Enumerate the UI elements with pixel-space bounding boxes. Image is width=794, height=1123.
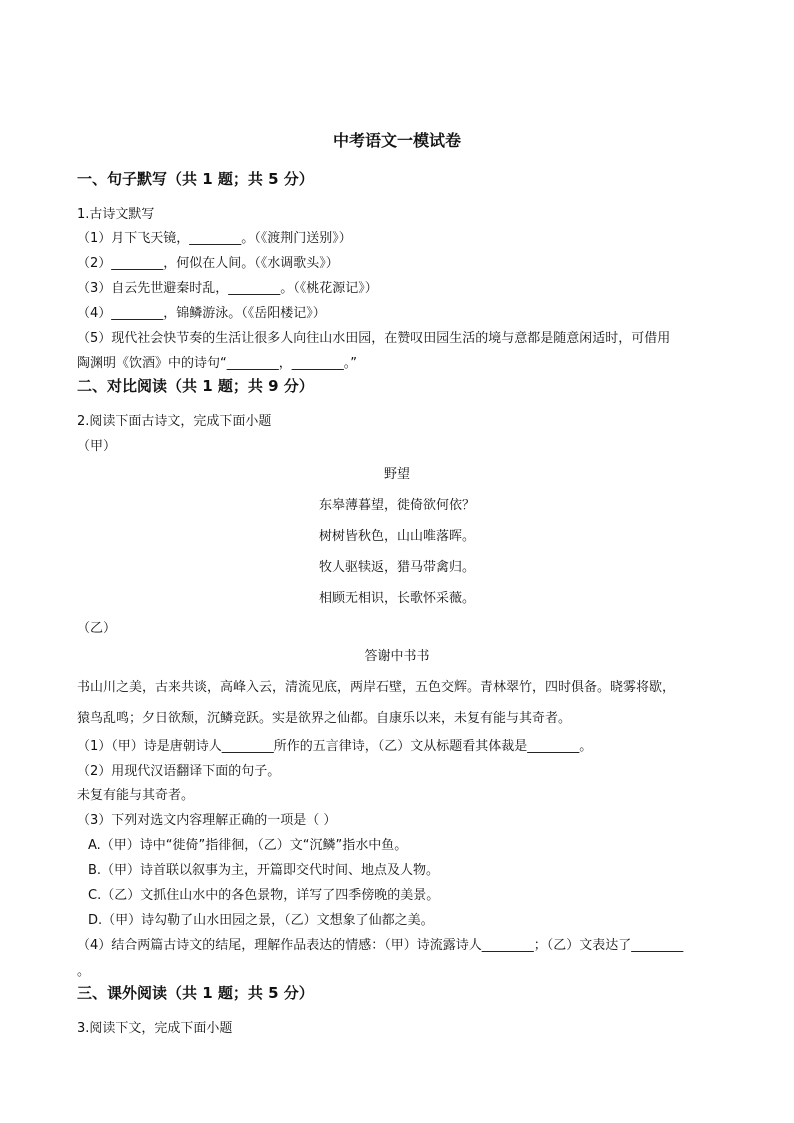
prose-line-1: 书山川之美，古来共谈，高峰入云，清流见底，两岸石壁，五色交辉。青林翠竹，四时俱备。晓雾将歇，: [77, 680, 676, 695]
passage-yi-label: （乙）: [77, 621, 117, 636]
poem-title: 野望: [383, 467, 410, 482]
question-2-item-3: （3）下列对选文内容理解正确的一项是（ ）: [77, 813, 337, 828]
page-title: 中考语文一模试卷: [332, 131, 461, 150]
question-2-item-4-end: 。: [77, 964, 91, 979]
prose-line-2: 猿鸟乱鸣；夕日欲颓，沉鳞竞跃。实是欲界之仙都。自康乐以来，未复有能与其奇者。: [77, 711, 572, 726]
question-2-item-4: （4）结合两篇古诗文的结尾，理解作品表达的情感：（甲）诗流露诗人________；（乙）文表达了________: [77, 938, 684, 953]
option-b: B.（甲）诗首联以叙事为主，开篇即交代时间、地点及人物。: [88, 863, 440, 878]
poem-line-4: 相顾无相识，长歌怀采薇。: [318, 591, 475, 606]
question-2-stem: 2.阅读下面古诗文，完成下面小题: [77, 414, 272, 429]
option-a: A.（甲）诗中“徙倚”指徘徊，（乙）文“沉鳞”指水中鱼。: [88, 838, 408, 853]
question-1-item-2: （2）________，何似在人间。（《水调歌头》）: [77, 256, 339, 271]
question-1-item-5: （5）现代社会快节奏的生活让很多人向往山水田园，在赞叹田园生活的境与意都是随意闲适时，可借用: [77, 331, 671, 346]
question-2-sentence: 未复有能与其奇者。: [77, 788, 195, 803]
question-2-item-2: （2）用现代汉语翻译下面的句子。: [77, 764, 281, 779]
poem-line-2: 树树皆秋色，山山唯落晖。: [318, 529, 475, 544]
question-1-item-3: （3）自云先世避秦时乱，________。（《桃花源记》）: [77, 281, 378, 296]
option-c: C.（乙）文抓住山水中的各色景物，详写了四季傍晚的美景。: [88, 888, 440, 903]
option-d: D.（甲）诗勾勒了山水田园之景，（乙）文想象了仙都之美。: [88, 913, 434, 928]
question-1-item-5-cont: 陶渊明《饮酒》中的诗句“________，________。”: [77, 356, 357, 371]
question-3-stem: 3.阅读下文，完成下面小题: [77, 1021, 233, 1036]
prose-title: 答谢中书书: [364, 649, 430, 664]
section-heading-1: 一、句子默写（共 1 题；共 5 分）: [77, 170, 314, 188]
question-2-item-1: （1）（甲）诗是唐朝诗人________所作的五言律诗，（乙）文从标题看其体裁是________。: [77, 739, 593, 754]
passage-jia-label: （甲）: [77, 439, 117, 454]
section-heading-2: 二、对比阅读（共 1 题；共 9 分）: [77, 377, 314, 395]
question-1-item-1: （1）月下飞天镜，________。（《渡荆门送别》）: [77, 231, 352, 246]
poem-line-3: 牧人驱犊返，猎马带禽归。: [318, 560, 475, 575]
section-heading-3: 三、课外阅读（共 1 题；共 5 分）: [77, 984, 314, 1002]
question-1-item-4: （4）________，锦鳞游泳。（《岳阳楼记》）: [77, 306, 326, 321]
poem-line-1: 东皋薄暮望，徙倚欲何依？: [318, 498, 475, 513]
question-1-stem: 1.古诗文默写: [77, 207, 155, 222]
